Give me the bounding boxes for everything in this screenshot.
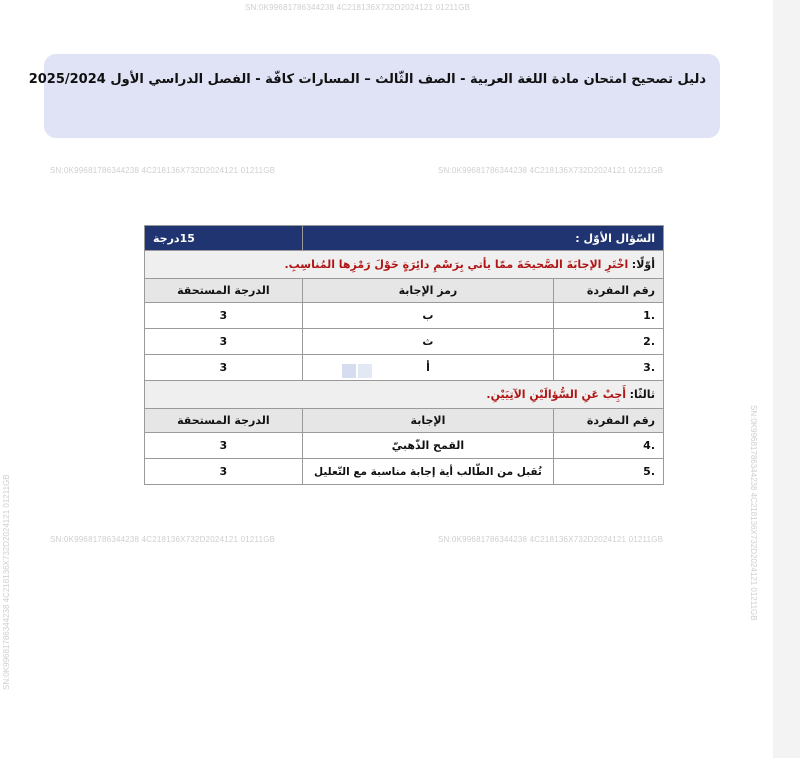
item-number: .4 (554, 433, 664, 459)
right-margin-strip (773, 0, 800, 758)
question-title: السّؤال الأوّل : (302, 226, 663, 251)
item-answer: أ (302, 355, 553, 381)
item-answer: ث (302, 329, 553, 355)
item-mark: 3 (145, 433, 303, 459)
table-header-row (145, 409, 664, 433)
section-one-row (145, 251, 664, 279)
item-number: .2 (554, 329, 664, 355)
watermark-vertical-right: SN:0K99681786344238 4C218136X732D2024121 01211GB (749, 405, 758, 621)
section-three-row (145, 381, 664, 409)
item-mark: 3 (145, 303, 303, 329)
section-three-lead: ثالثًا: (629, 388, 655, 401)
item-mark: 3 (145, 329, 303, 355)
header-answer-symbol: رمز الإجابة (302, 279, 553, 303)
table-row (145, 433, 664, 459)
watermark-vertical-left: SN:0K99681786344238 4C218136X732D2024121 01211GB (2, 474, 11, 690)
header-answer: الإجابة (302, 409, 553, 433)
watermark-lower-left: SN:0K99681786344238 4C218136X732D2024121 01211GB (50, 535, 276, 544)
watermark-upper-right: SN:0K99681786344238 4C218136X732D2024121 01211GB (438, 166, 664, 175)
question-title-row (145, 226, 664, 251)
watermark-lower-right: SN:0K99681786344238 4C218136X732D2024121 01211GB (438, 535, 664, 544)
table-header-row (145, 279, 664, 303)
document-title: دليل تصحيح امتحان مادة اللغة العربية - الصف الثّالث – المسارات كافّة - الفصل الدراسي الأول 2025/2024 (28, 72, 706, 87)
item-number: .5 (554, 459, 664, 485)
watermark-upper-left: SN:0K99681786344238 4C218136X732D2024121 01211GB (50, 166, 276, 175)
section-one-instruction: اخْتَرِ الإجابَةَ الصَّحيحَةَ ممّا يأتي بِرَسْمِ دائِرَةٍ حَوْلَ رَمْزِها المُناسِبِ. (284, 258, 629, 271)
section-three-instruction: أَجِبْ عَنِ السُّؤالَيْنِ الآتِيَيْنِ. (486, 388, 627, 401)
header-item-number: رقم المفردة (554, 409, 664, 433)
header-item-number: رقم المفردة (554, 279, 664, 303)
answer-key-table (144, 225, 664, 485)
question-total-mark: 15درجة (145, 226, 303, 251)
item-number: .1 (554, 303, 664, 329)
header-mark: الدرجة المستحقة (145, 409, 303, 433)
watermark-top: SN:0K99681786344238 4C218136X732D2024121 01211GB (245, 3, 471, 12)
table-row (145, 459, 664, 485)
table-row (145, 303, 664, 329)
item-answer: القمح الذّهبيّ (302, 433, 553, 459)
table-row (145, 355, 664, 381)
item-answer: تُقبل من الطّالب أية إجابة مناسبة مع التّعليل (302, 459, 553, 485)
header-banner (28, 54, 720, 138)
item-mark: 3 (145, 355, 303, 381)
item-answer: ب (302, 303, 553, 329)
table-row (145, 329, 664, 355)
header-mark: الدرجة المستحقة (145, 279, 303, 303)
item-mark: 3 (145, 459, 303, 485)
section-one-lead: أوّلًا: (631, 258, 655, 271)
item-number: .3 (554, 355, 664, 381)
